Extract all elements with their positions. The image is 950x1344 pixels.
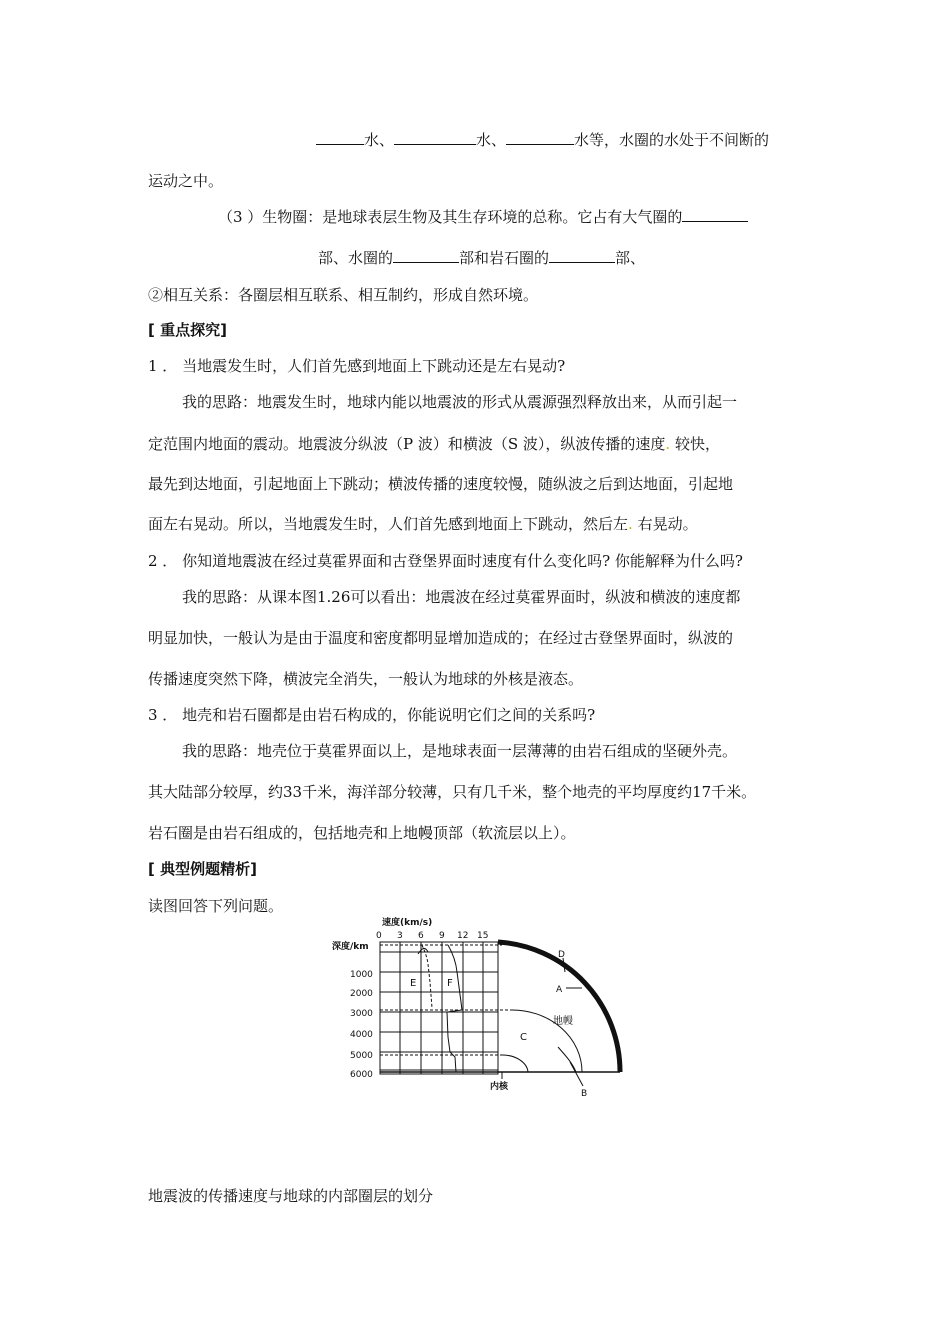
biosphere-line-2: 部、水圈的 部和岩石圈的 部、 bbox=[318, 249, 646, 267]
speed-tick: 0 bbox=[376, 931, 382, 941]
depth-tick: 3000 bbox=[350, 1009, 373, 1019]
answer-2-line-3: 传播速度突然下降，横波完全消失，一般认为地球的外核是液态。 bbox=[148, 670, 584, 688]
blank[interactable] bbox=[549, 247, 615, 263]
b-leader bbox=[570, 1062, 583, 1086]
section-heading-key-inquiry: [ 重点探究] bbox=[148, 321, 227, 339]
water-blanks-line: 水、 水、 水等，水圈的水处于不间断的 bbox=[316, 129, 769, 150]
label-inner-core: 内核 bbox=[490, 1082, 509, 1092]
answer-3-line-3: 岩石圈是由岩石组成的，包括地壳和上地幔顶部（软流层以上）。 bbox=[148, 824, 576, 842]
depth-tick: 2000 bbox=[350, 989, 373, 999]
figure-caption: 地震波的传播速度与地球的内部圈层的划分 bbox=[148, 1187, 434, 1205]
question-3: 3 ． 地壳和岩石圈都是由岩石构成的，你能说明它们之间的关系吗? bbox=[148, 706, 596, 724]
relation-text: ②相互关系：各圈层相互联系、相互制约，形成自然环境。 bbox=[148, 286, 539, 304]
question-1: 1 ． 当地震发生时，人们首先感到地面上下跳动还是左右晃动? bbox=[148, 357, 566, 375]
speed-tick: 6 bbox=[418, 931, 424, 941]
answer-3-line-2: 其大陆部分较厚，约33千米，海洋部分较薄，只有几千米，整个地壳的平均厚度约17千米。 bbox=[148, 783, 757, 801]
blank[interactable] bbox=[316, 129, 364, 145]
seismic-wave-diagram bbox=[330, 912, 630, 1097]
speed-tick: 12 bbox=[457, 931, 469, 941]
label-c: C bbox=[520, 1032, 527, 1043]
answer-1-line-3: 最先到达地面，引起地面上下跳动；横波传播的速度较慢，随纵波之后到达地面，引起地 bbox=[148, 475, 734, 493]
crust-arc bbox=[498, 942, 620, 1072]
label-d: D bbox=[558, 950, 565, 960]
inner-core-arc bbox=[502, 1055, 528, 1072]
water-cont: 运动之中。 bbox=[148, 172, 224, 190]
grid bbox=[380, 942, 498, 1074]
depth-tick: 6000 bbox=[350, 1070, 373, 1080]
depth-tick: 1000 bbox=[350, 970, 373, 980]
answer-1-line-1: 我的思路：地震发生时，地球内能以地震波的形式从震源强烈释放出来，从而引起一 bbox=[182, 393, 738, 411]
label-f: F bbox=[447, 978, 453, 989]
blank[interactable] bbox=[506, 129, 574, 145]
answer-3-line-1: 我的思路：地壳位于莫霍界面以上，是地球表面一层薄薄的由岩石组成的坚硬外壳。 bbox=[182, 742, 738, 760]
answer-1-line-2: 定范围内地面的震动。地震波分纵波（P 波）和横波（S 波），纵波传播的速度. 较快， bbox=[148, 435, 720, 453]
speed-axis-label: 速度(km/s) bbox=[382, 918, 433, 928]
blank[interactable] bbox=[394, 129, 476, 145]
speed-tick: 3 bbox=[397, 931, 403, 941]
s-wave-top bbox=[418, 948, 428, 954]
blank[interactable] bbox=[393, 247, 459, 263]
speed-tick: 15 bbox=[477, 931, 489, 941]
answer-2-line-1: 我的思路：从课本图1.26可以看出：地震波在经过莫霍界面时，纵波和横波的速度都 bbox=[182, 588, 741, 606]
prompt-text: 读图回答下列问题。 bbox=[148, 897, 284, 915]
label-e: E bbox=[410, 978, 417, 989]
label-a: A bbox=[556, 985, 563, 995]
biosphere-line: （3 ）生物圈：是地球表层生物及其生存环境的总称。它占有大气圈的 bbox=[218, 206, 748, 227]
label-b: B bbox=[581, 1089, 588, 1097]
blank[interactable] bbox=[682, 206, 748, 222]
s-wave-curve bbox=[422, 945, 432, 1008]
speed-tick: 9 bbox=[439, 931, 445, 941]
answer-2-line-2: 明显加快，一般认为是由于温度和密度都明显增加造成的；在经过古登堡界面时，纵波的 bbox=[148, 629, 734, 647]
label-mantle: 地幔 bbox=[553, 1016, 573, 1027]
p-wave-curve bbox=[447, 945, 462, 1072]
depth-axis-label: 深度/km bbox=[332, 942, 369, 952]
section-heading-examples: [ 典型例题精析] bbox=[148, 860, 257, 878]
answer-1-line-4: 面左右晃动。所以，当地震发生时，人们首先感到地面上下跳动，然后左. 右晃动。 bbox=[148, 515, 698, 533]
depth-tick: 4000 bbox=[350, 1030, 373, 1040]
depth-tick: 5000 bbox=[350, 1051, 373, 1061]
question-2: 2 ． 你知道地震波在经过莫霍界面和古登堡界面时速度有什么变化吗? 你能解释为什么吗? bbox=[148, 552, 743, 570]
